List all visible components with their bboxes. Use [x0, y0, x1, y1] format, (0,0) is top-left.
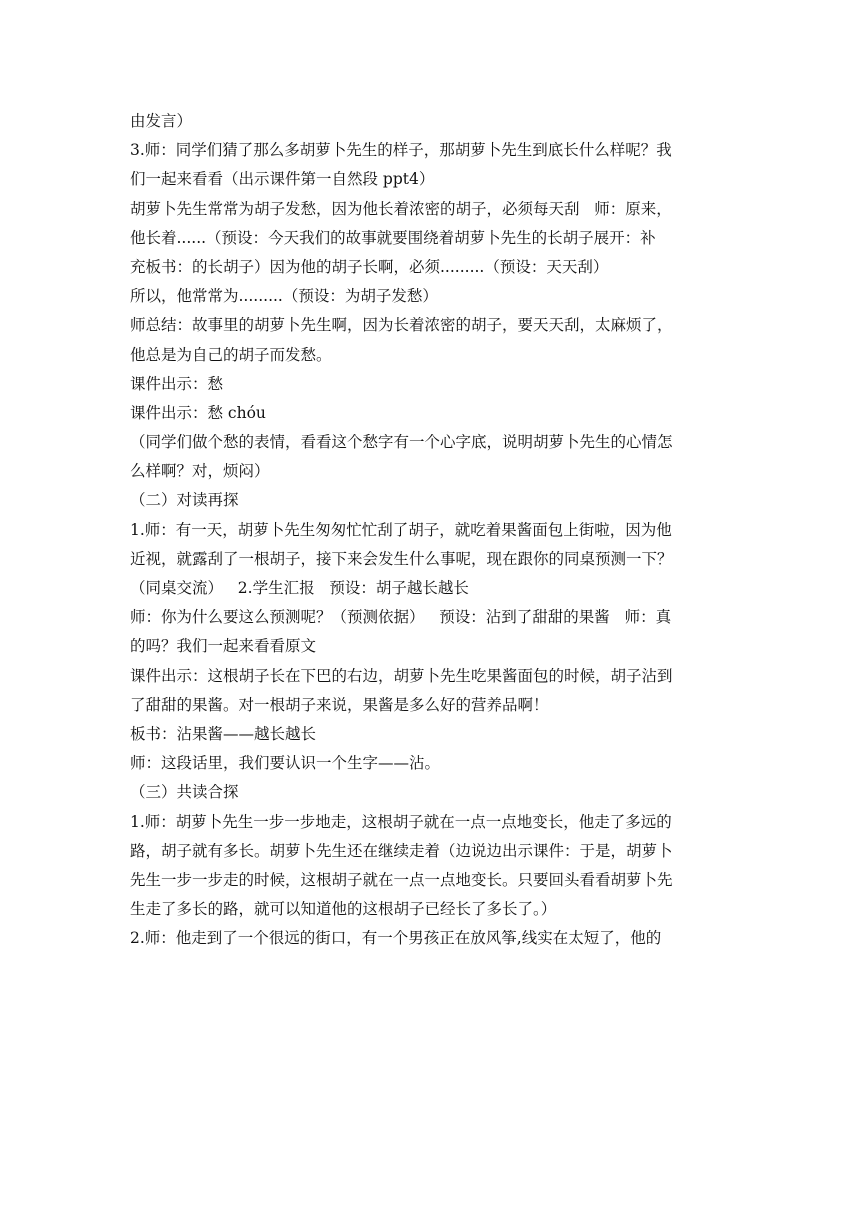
section-heading: （二）对读再探: [130, 491, 239, 510]
text-line: 们一起来看看（出示课件第一自然段 ppt4）: [130, 170, 435, 189]
text-line: 2.师：他走到了一个很远的街口，有一个男孩正在放风筝,线实在太短了，他的: [130, 929, 662, 948]
text-line: 课件出示：愁: [130, 374, 224, 393]
text-line: 他总是为自己的胡子而发愁。: [130, 345, 332, 364]
text-line: 了甜甜的果酱。对一根胡子来说，果酱是多么好的营养品啊！: [130, 695, 549, 714]
text-line: 么样啊？对，烦闷）: [130, 462, 270, 481]
text-line: 的吗？我们一起来看看原文: [130, 637, 317, 656]
text-line: （同学们做个愁的表情，看看这个愁字有一个心字底，说明胡萝卜先生的心情怎: [130, 433, 673, 452]
text-line: 他长着......（预设：今天我们的故事就要围绕着胡萝卜先生的长胡子展开：补: [130, 228, 656, 247]
document-body: [130, 107, 735, 953]
text-line: 近视，就露刮了一根胡子，接下来会发生什么事呢，现在跟你的同桌预测一下？: [130, 549, 673, 568]
section-heading: （三）共读合探: [130, 783, 239, 802]
text-line: 1.师：胡萝卜先生一步一步地走，这根胡子就在一点一点地变长，他走了多远的: [130, 812, 672, 831]
text-line: 由发言）: [130, 112, 193, 130]
text-line: 课件出示：愁 chóu: [130, 403, 266, 422]
text-line: （同桌交流） 2.学生汇报 预设：胡子越长越长: [130, 579, 469, 597]
text-line: 路，胡子就有多长。胡萝卜先生还在继续走着（边说边出示课件：于是，胡萝卜: [130, 841, 673, 860]
text-line: 先生一步一步走的时候，这根胡子就在一点一点地变长。只要回头看看胡萝卜先: [130, 870, 673, 889]
text-line: 所以，他常常为.........（预设：为胡子发愁）: [130, 287, 438, 306]
text-line: 胡萝卜先生常常为胡子发愁，因为他长着浓密的胡子，必须每天刮 师：原来，: [130, 199, 672, 218]
text-line: 板书：沾果酱——越长越长: [130, 724, 317, 743]
text-line: 生走了多长的路，就可以知道他的这根胡子已经长了多长了。）: [130, 900, 557, 919]
text-line: 3.师：同学们猜了那么多胡萝卜先生的样子，那胡萝卜先生到底长什么样呢？我: [130, 141, 672, 160]
text-line: 1.师：有一天，胡萝卜先生匆匆忙忙刮了胡子，就吃着果酱面包上街啦，因为他: [130, 520, 672, 539]
text-line: 充板书：的长胡子）因为他的胡子长啊，必须.........（预设：天天刮）: [130, 257, 609, 276]
text-line: 师：你为什么要这么预测呢？（预测依据） 预设：沾到了甜甜的果酱 师：真: [130, 608, 672, 627]
text-line: 师：这段话里，我们要认识一个生字——沾。: [130, 754, 441, 773]
text-line: 师总结：故事里的胡萝卜先生啊，因为长着浓密的胡子，要天天刮，太麻烦了，: [130, 316, 673, 335]
text-line: 课件出示：这根胡子长在下巴的右边，胡萝卜先生吃果酱面包的时候，胡子沾到: [130, 666, 673, 685]
